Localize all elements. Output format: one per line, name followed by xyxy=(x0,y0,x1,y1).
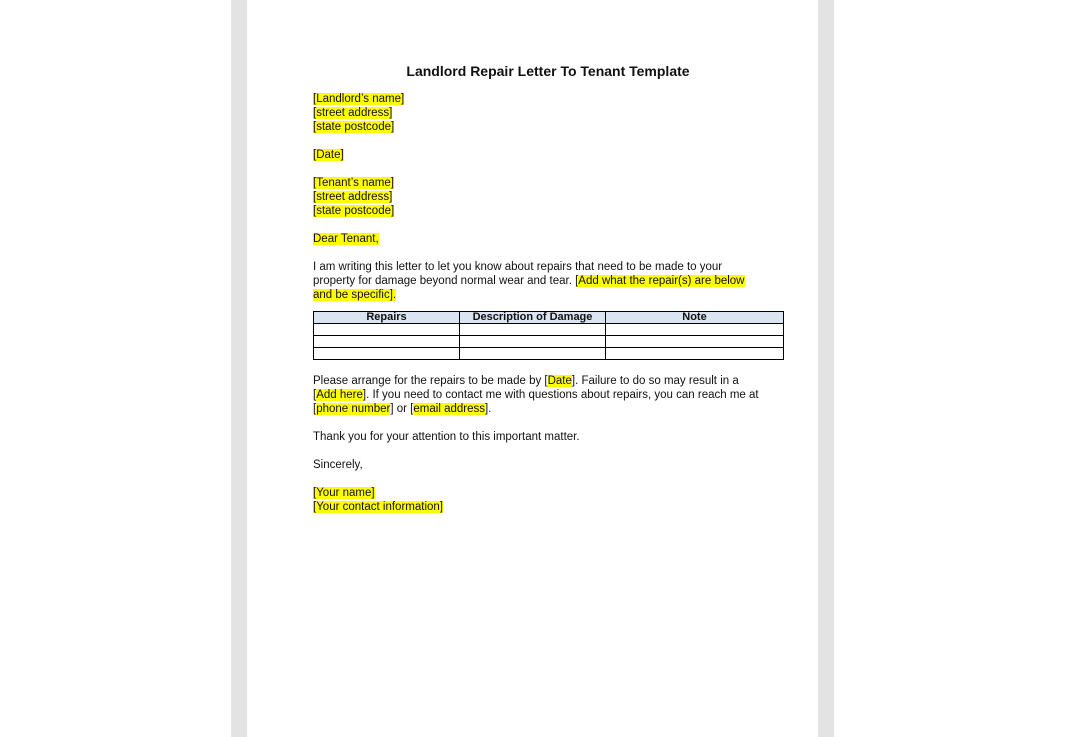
intro-paragraph xyxy=(313,260,783,302)
intro-highlight-b: and be specific]. xyxy=(313,289,397,301)
signature-name: [Your name] xyxy=(313,487,375,499)
date-line xyxy=(313,148,783,162)
arrange-text: ]. xyxy=(484,403,492,415)
arrange-text: [ xyxy=(313,403,317,415)
document-title: Landlord Repair Letter To Tenant Template xyxy=(406,63,690,79)
arrange-text: Please arrange for the repairs to be made by [ xyxy=(313,375,548,387)
letter-body xyxy=(313,62,783,514)
intro-line-2: property for damage beyond normal wear and tear. [ xyxy=(313,275,579,287)
table-row xyxy=(314,336,784,348)
landlord-name: [Landlord’s name] xyxy=(313,93,405,105)
table-cell[interactable] xyxy=(606,348,784,360)
arrange-paragraph xyxy=(313,374,783,416)
salutation-line xyxy=(313,232,783,246)
landlord-state: [state postcode] xyxy=(313,121,395,133)
arrange-text: ]. If you need to contact me with questions about repairs, you can reach me at xyxy=(362,389,759,401)
table-header-row xyxy=(314,312,784,324)
arrange-date-highlight: Date xyxy=(547,375,572,387)
table-cell[interactable] xyxy=(606,324,784,336)
letter-date: [Date] xyxy=(313,149,344,161)
table-cell[interactable] xyxy=(606,336,784,348)
table-cell[interactable] xyxy=(314,324,460,336)
table-cell[interactable] xyxy=(460,348,606,360)
arrange-text: [ xyxy=(313,389,317,401)
arrange-text: ] or [ xyxy=(390,403,414,415)
document-page xyxy=(247,0,818,737)
tenant-name: [Tenant’s name] xyxy=(313,177,394,189)
tenant-street: [street address] xyxy=(313,191,393,203)
arrange-phone-highlight: phone number xyxy=(316,403,391,415)
table-header-cell: Repairs xyxy=(314,312,460,324)
intro-highlight-a: Add what the repair(s) are below xyxy=(578,275,745,287)
table-cell[interactable] xyxy=(314,348,460,360)
signature-contact: [Your contact information] xyxy=(313,501,443,513)
table-cell[interactable] xyxy=(314,336,460,348)
arrange-text: ]. Failure to do so may result in a xyxy=(571,375,739,387)
closing-line: Sincerely, xyxy=(313,459,363,471)
arrange-add-highlight: Add here xyxy=(316,389,363,401)
salutation: Dear Tenant, xyxy=(313,233,379,245)
table-row xyxy=(314,324,784,336)
tenant-address-block xyxy=(313,176,783,218)
signature-block xyxy=(313,486,783,514)
tenant-state: [state postcode] xyxy=(313,205,395,217)
repairs-table xyxy=(313,311,784,360)
table-header-cell: Note xyxy=(606,312,784,324)
table-cell[interactable] xyxy=(460,336,606,348)
thanks-line: Thank you for your attention to this important matter. xyxy=(313,431,580,443)
landlord-address-block xyxy=(313,92,783,134)
table-header-cell: Description of Damage xyxy=(460,312,606,324)
table-cell[interactable] xyxy=(460,324,606,336)
table-row xyxy=(314,348,784,360)
intro-line-1: I am writing this letter to let you know about repairs that need to be made to your xyxy=(313,261,723,273)
arrange-email-highlight: email address xyxy=(413,403,485,415)
landlord-street: [street address] xyxy=(313,107,393,119)
